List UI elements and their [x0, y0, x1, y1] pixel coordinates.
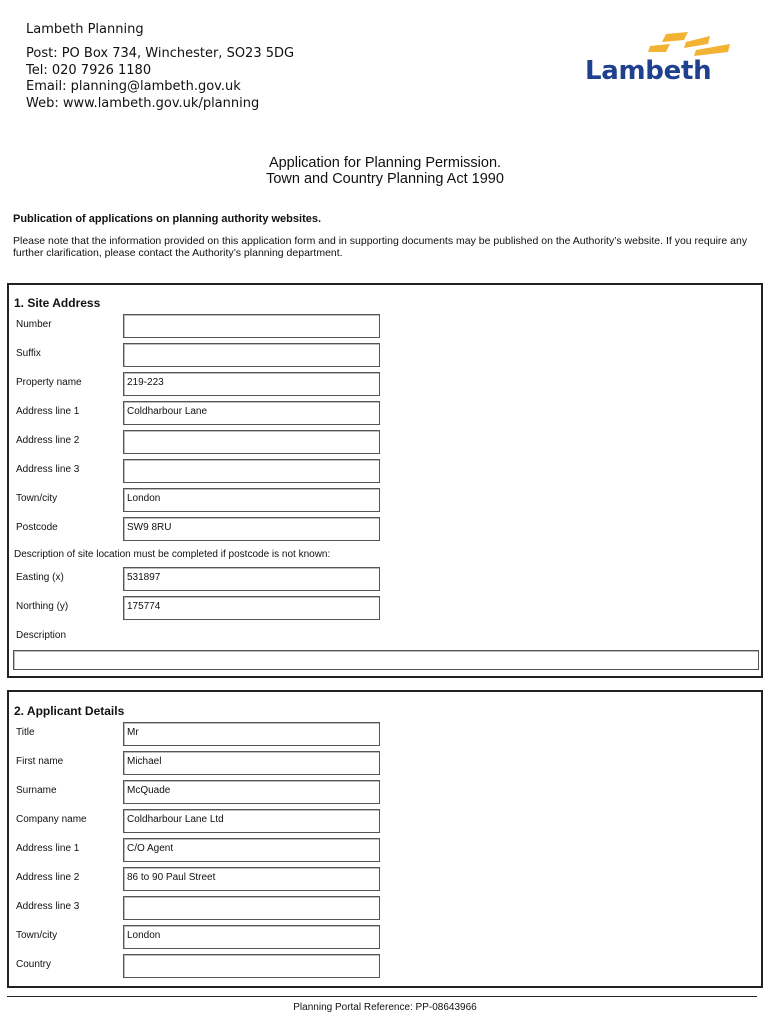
title-line-2: Town and Country Planning Act 1990	[266, 171, 504, 187]
field-label: Number	[16, 319, 52, 330]
field-label: Description	[16, 630, 67, 641]
site-town-field[interactable]: London	[123, 488, 380, 512]
applicant-details-section	[7, 690, 763, 988]
easting-field[interactable]: 531897	[123, 567, 380, 591]
field-label: Address line 3	[16, 464, 80, 475]
field-label: Address line 1	[16, 843, 80, 854]
northing-field[interactable]: 175774	[123, 596, 380, 620]
applicant-surname-field[interactable]: McQuade	[123, 780, 380, 804]
applicant-address-line2-field[interactable]: 86 to 90 Paul Street	[123, 867, 380, 891]
location-note: Description of site location must be completed if postcode is not known:	[14, 549, 331, 560]
field-label: First name	[16, 756, 64, 767]
site-suffix-field[interactable]	[123, 343, 380, 367]
field-label: Country	[16, 959, 52, 970]
site-address-line1-field[interactable]: Coldharbour Lane	[123, 401, 380, 425]
applicant-town-field[interactable]: London	[123, 925, 380, 949]
field-label: Property name	[16, 377, 82, 388]
publication-heading: Publication of applications on planning authority websites.	[13, 213, 322, 225]
site-description-field[interactable]	[13, 650, 759, 670]
lambeth-logo	[578, 30, 748, 90]
council-post: Post: PO Box 734, Winchester, SO23 5DG	[26, 46, 295, 62]
site-address-section	[7, 283, 763, 678]
document-title	[0, 155, 770, 187]
council-web: Web: www.lambeth.gov.uk/planning	[26, 95, 260, 111]
logo-text: Lambeth	[585, 56, 712, 86]
field-label: Town/city	[16, 930, 58, 941]
council-tel: Tel: 020 7926 1180	[26, 62, 152, 78]
applicant-company-field[interactable]: Coldharbour Lane Ltd	[123, 809, 380, 833]
title-line-1: Application for Planning Permission.	[268, 155, 502, 171]
site-property-name-field[interactable]: 219-223	[123, 372, 380, 396]
site-postcode-field[interactable]: SW9 8RU	[123, 517, 380, 541]
field-label: Address line 3	[16, 901, 80, 912]
field-label: Northing (y)	[16, 601, 69, 612]
council-contact-block	[26, 22, 294, 112]
site-address-line2-field[interactable]	[123, 430, 380, 454]
applicant-address-line3-field[interactable]	[123, 896, 380, 920]
applicant-title-field[interactable]: Mr	[123, 722, 380, 746]
section-title: 1. Site Address	[14, 296, 101, 310]
site-address-line3-field[interactable]	[123, 459, 380, 483]
field-label: Town/city	[16, 493, 58, 504]
section-title: 2. Applicant Details	[14, 704, 125, 718]
field-label: Address line 2	[16, 872, 80, 883]
field-label: Company name	[16, 814, 87, 825]
field-label: Postcode	[16, 522, 58, 533]
field-label: Address line 2	[16, 435, 80, 446]
footer-divider	[7, 996, 757, 997]
field-label: Surname	[16, 785, 57, 796]
portal-reference: Planning Portal Reference: PP-08643966	[293, 1002, 477, 1013]
applicant-country-field[interactable]	[123, 954, 380, 978]
field-label: Easting (x)	[16, 572, 64, 583]
applicant-first-name-field[interactable]: Michael	[123, 751, 380, 775]
field-label: Suffix	[16, 348, 41, 359]
site-number-field[interactable]	[123, 314, 380, 338]
publication-note: Please note that the information provided on this application form and in supporting documents may be published on the Authority’s website. If you require any further clarification, please contact the Authority’s planning department.	[13, 235, 748, 259]
field-label: Title	[16, 727, 35, 738]
council-name: Lambeth Planning	[26, 22, 144, 37]
council-email: Email: planning@lambeth.gov.uk	[26, 79, 241, 95]
field-label: Address line 1	[16, 406, 80, 417]
applicant-address-line1-field[interactable]: C/O Agent	[123, 838, 380, 862]
